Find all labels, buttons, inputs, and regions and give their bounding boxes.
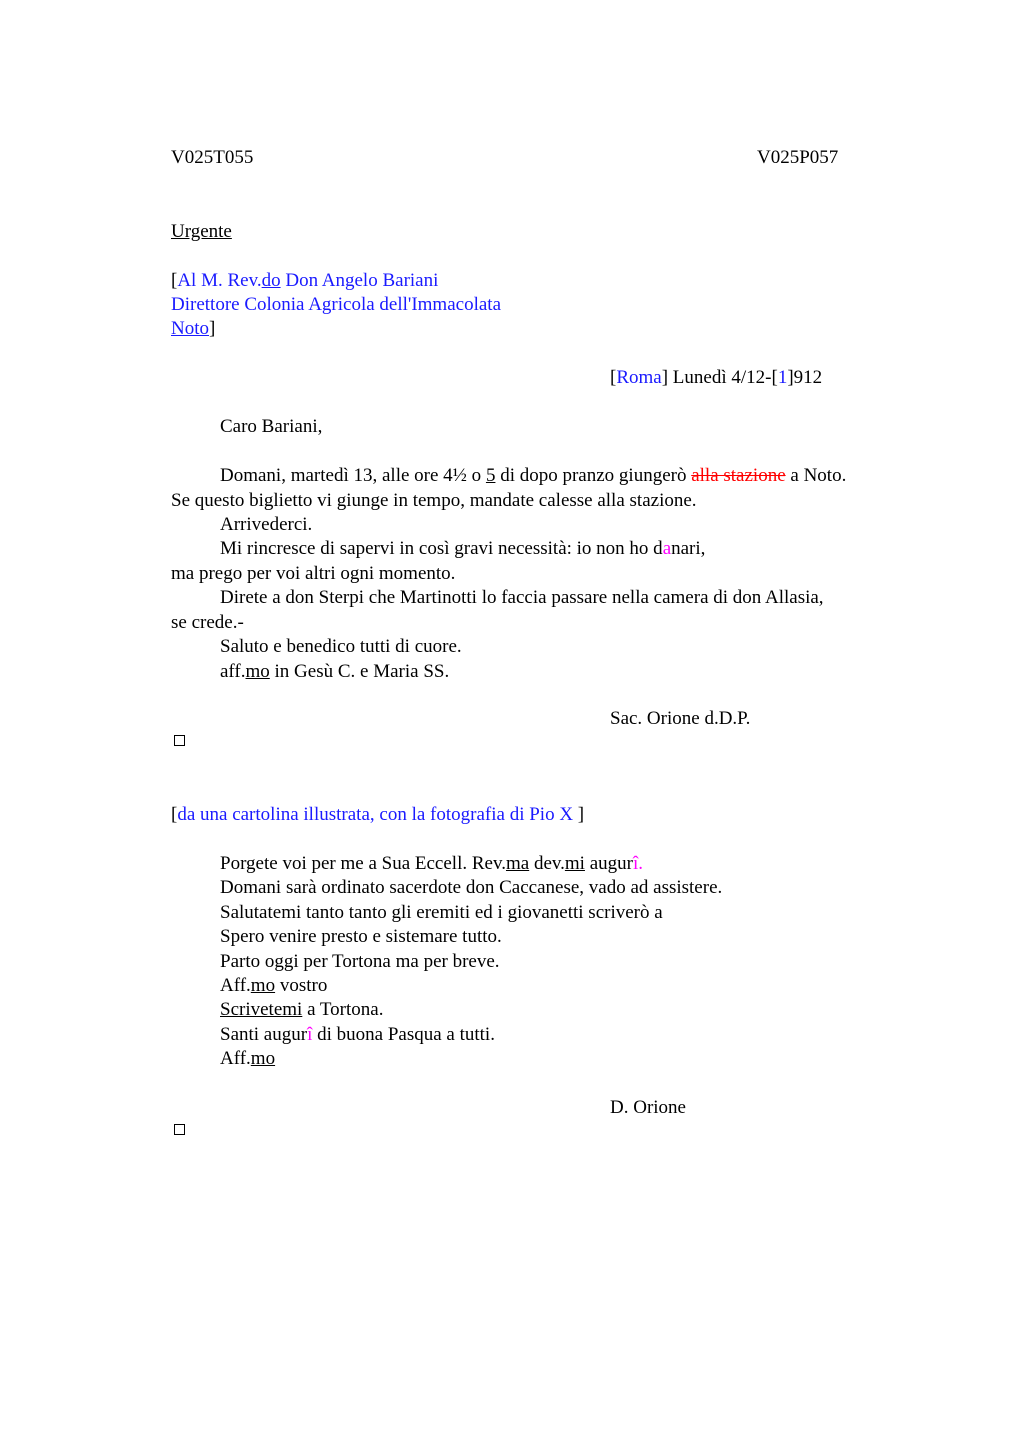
bracket: ] [787,367,794,388]
text: a Noto. [785,465,847,486]
paragraph-3-cont: se crede.- [171,612,244,633]
bracket: [ [771,367,778,388]
paragraph-2 [220,537,705,561]
address-line-3 [171,317,215,341]
underlined-abbrev: mo [245,661,270,682]
card-line-9 [220,1047,275,1071]
bracket: [ [171,804,178,825]
date-place: Roma [616,367,662,388]
closing [220,660,449,684]
card-line-5: Parto oggi per Tortona ma per breve. [220,951,500,972]
right-code: V025P057 [757,147,839,168]
card-line-2: Domani sarà ordinato sacerdote don Caccanese, vado ad assistere. [220,877,723,898]
text: di buona Pasqua a tutti. [312,1024,495,1045]
date-year-rest: 912 [793,367,823,388]
text: in Gesù C. e Maria SS. [269,661,450,682]
signature-2: D. Orione [610,1097,686,1118]
text: Santi augur [220,1024,308,1045]
signature-1: Sac. Orione d.D.P. [610,708,751,729]
note-text: da una cartolina illustrata, con la fotografia di Pio X [177,804,574,825]
bracket: [ [171,270,178,291]
text: Domani, martedì 13, alle ore 4½ o [220,465,486,486]
underlined-text: Scrivetemi [220,999,303,1020]
paragraph-2-cont: ma prego per voi altri ogni momento. [171,563,456,584]
card-line-1 [220,852,643,876]
underlined-abbrev: mo [250,1048,276,1069]
left-code: V025T055 [171,147,254,168]
address-line-1 [171,269,438,293]
addr-name: Don Angelo Bariani [280,270,439,291]
arrivederci: Arrivederci. [220,514,313,535]
date-line [610,366,822,390]
bracket: ] [573,804,585,825]
card-line-6 [220,974,327,998]
date-day: Lunedì 4/12- [668,367,772,388]
text: vostro [275,975,328,996]
address-line-2: Direttore Colonia Agricola dell'Immacolata [171,294,502,315]
addr-city: Noto [171,318,209,339]
box-icon [174,1124,185,1135]
editor-note [171,803,584,827]
paragraph-1-cont: Se questo biglietto vi giunge in tempo, mandate calesse alla stazione. [171,490,697,511]
date-year-digit: 1 [777,367,788,388]
text: Porgete voi per me a Sua Eccell. Rev. [220,853,506,874]
box-icon [174,735,185,746]
corrected-letter: î. [632,853,643,874]
urgent-label: Urgente [171,221,232,242]
underlined-abbrev: mi [564,853,585,874]
card-line-8 [220,1023,495,1047]
addr-abbrev: do [261,270,281,291]
underlined-abbrev: mo [250,975,276,996]
text: aff. [220,661,246,682]
salutation: Caro Bariani, [220,416,323,437]
card-line-7 [220,998,383,1022]
text: di dopo pranzo giungerò [495,465,692,486]
text: Aff. [220,1048,251,1069]
text: dev. [529,853,565,874]
text: augur [584,853,633,874]
underlined-abbrev: ma [505,853,530,874]
card-line-3: Salutatemi tanto tanto gli eremiti ed i giovanetti scriverò a [220,902,663,923]
greeting: Saluto e benedico tutti di cuore. [220,636,462,657]
text: a Tortona. [302,999,384,1020]
bracket: [ [610,367,617,388]
paragraph-3: Direte a don Sterpi che Martinotti lo faccia passare nella camera di don Allasia, [220,587,824,608]
bracket: ] [209,318,216,339]
corrected-letter: î [307,1024,313,1045]
bracket: ] [661,367,669,388]
text: Mi rincresce di sapervi in così gravi necessità: io non ho d [220,538,663,559]
addr-text: Al M. Rev. [177,270,262,291]
text: Aff. [220,975,251,996]
corrected-letter: a [662,538,672,559]
text: nari, [671,538,706,559]
card-line-4: Spero venire presto e sistemare tutto. [220,926,502,947]
paragraph-1 [220,464,846,488]
struck-text: alla stazione [691,465,786,486]
underlined-number: 5 [485,465,496,486]
